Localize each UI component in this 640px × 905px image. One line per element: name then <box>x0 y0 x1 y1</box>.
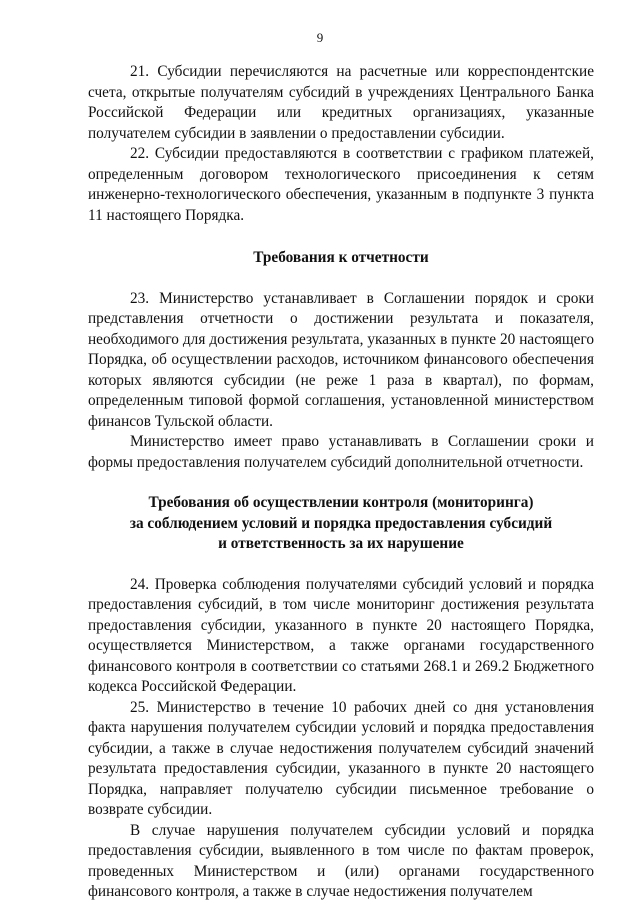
paragraph-23: 23. Министерство устанавливает в Соглашении порядок и сроки представления отчетности о достижении результата и показателя, необходимого для достижения результата, указанных в пункте 20 настоящего Порядка, об осуществлении расходов, источником финансового обеспечения которых являются субсидии (не реже 1 раза в квартал), по формам, определенным типовой формой соглашения, установленной министерством финансов Тульской области. <box>88 289 594 430</box>
section-heading-control <box>88 493 594 555</box>
heading-control-line-3: и ответственность за их нарушение <box>218 535 464 552</box>
section-heading-reporting: Требования к отчетности <box>253 249 429 266</box>
document-body <box>88 62 594 903</box>
paragraph-additional-reporting: Министерство имеет право устанавливать в Соглашении сроки и формы предоставления получателем субсидий дополнительной отчетности. <box>88 433 594 471</box>
heading-control-line-1: Требования об осуществлении контроля (мониторинга) <box>148 494 534 511</box>
page-number: 9 <box>316 30 324 45</box>
paragraph-24: 24. Проверка соблюдения получателями субсидий условий и порядка предоставления субсидий, в том числе мониторинг достижения результата предоставления субсидии, указанного в пункте 20 настоящего Порядка, осуществляется Министерством, а также органами государственного финансового контроля в соответствии со статьями 268.1 и 269.2 Бюджетного кодекса Российской Федерации. <box>88 575 594 695</box>
paragraph-21: 21. Субсидии перечисляются на расчетные или корреспондентские счета, открытые получателям субсидий в учреждениях Центрального Банка Российской Федерации или кредитных организациях, указанные получателем субсидии в заявлении о предоставлении субсидии. <box>88 63 594 142</box>
paragraph-25: 25. Министерство в течение 10 рабочих дней со дня установления факта нарушения получателем субсидии условий и порядка предоставления субсидии, а также в случае недостижения получателем субсидий значений результата предоставления субсидии, указанного в пункте 20 настоящего Порядка, направляет получателю субсидии письменное требование о возврате субсидии. <box>88 698 594 818</box>
paragraph-22: 22. Субсидии предоставляются в соответствии с графиком платежей, определенным договором технологического присоединения к сетям инженерно-технологического обеспечения, указанным в подпункте 3 пункта 11 настоящего Порядка. <box>88 145 594 224</box>
heading-control-line-2: за соблюдением условий и порядка предоставления субсидий <box>129 514 553 532</box>
paragraph-violation: В случае нарушения получателем субсидии условий и порядка предоставления субсидии, выявленного в том числе по фактам проверок, проведенных Министерством и (или) органами государственного финансового контроля, а также в случае недостижения получателем <box>88 821 594 900</box>
